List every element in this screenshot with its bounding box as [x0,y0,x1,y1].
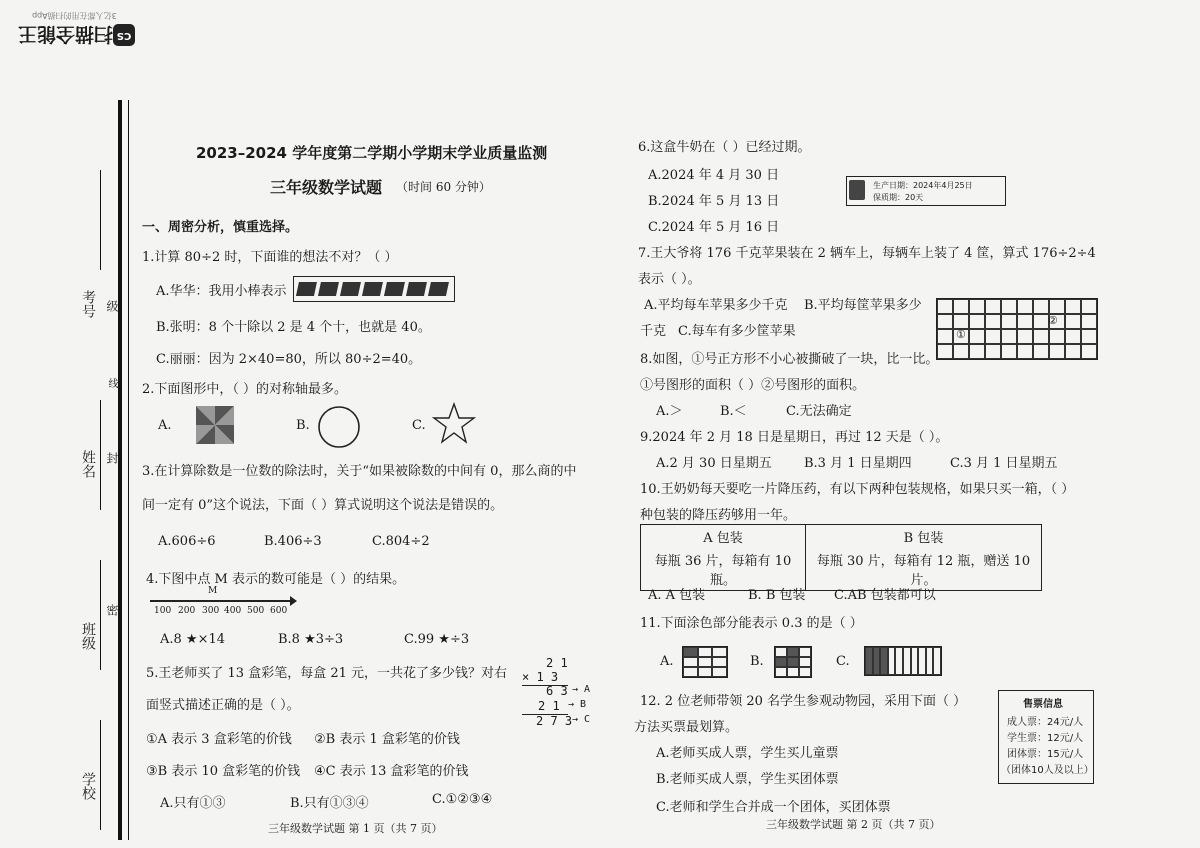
q5-option-c: C.①②③④ [432,792,493,807]
star-figure [432,402,476,446]
q7-line1: 7.王大爷将 176 千克苹果装在 2 辆车上，每辆车上装了 4 筐，算式 176÷2÷4 [638,246,1096,261]
q2-option-c: C. [412,418,426,433]
grid-figure-a [682,646,728,678]
tick-label: 200 [178,606,196,616]
square-1-marker: ① [956,328,966,341]
sticks-figure [293,276,455,302]
student-ticket: 学生票：12元/人 [1007,733,1084,744]
name-underline [100,400,101,510]
class-label: 班级 [80,622,96,650]
q2-text: 2.下面图形中，（ ）的对称轴最多。 [142,382,348,397]
package-a-header: A 包装 [641,525,806,549]
q4-option-a: A.8 ★×14 [160,632,226,647]
q5-option-b: B.只有①③④ [290,796,369,811]
q4-option-b: B.8 ★3÷3 [278,632,344,647]
calc-row: 2 7 3 [536,714,573,728]
grid-figure-c [864,646,942,676]
tick-label: 500 [247,606,265,616]
tick-label: 600 [270,606,288,616]
class-underline [100,560,101,670]
calc-row: × 1 3 [522,670,559,684]
adult-ticket: 成人票：24元/人 [1007,717,1084,728]
q5-statement-2: ②B 表示 1 盒彩笔的价钱 [314,732,460,747]
q11-text: 11.下面涂色部分能表示 0.3 的是（ ） [640,616,863,631]
binding-line-thin [128,100,129,840]
q11-option-a: A. [660,654,674,669]
q10-option-a: A. A 包装 [648,588,706,603]
q1-text: 1.计算 80÷2 时，下面谁的想法不对？（ ） [142,250,398,265]
q5-line2: 面竖式描述正确的是（ ）。 [146,698,300,713]
seal-char-3: 线 [106,378,117,388]
group-rule: （团体10人及以上） [1001,765,1094,776]
q1-option-b: B.张明：8 个十除以 2 是 4 个十，也就是 40。 [156,320,431,335]
number-line [150,588,298,620]
production-date: 生产日期：2024年4月25日 [873,181,973,190]
q6-option-a: A.2024 年 4 月 30 日 [648,168,780,183]
exam-no-label: 考号 [80,290,96,318]
q6-option-c: C.2024 年 5 月 16 日 [648,220,780,235]
q12-option-a: A.老师买成人票，学生买儿童票 [656,746,839,761]
q11-option-c: C. [836,654,850,669]
calc-row: 2 1 [538,699,560,713]
pinwheel-figure [192,402,238,448]
q7-option-a: A.平均每车苹果多少千克 [644,298,788,313]
ticket-info-box [998,690,1094,784]
page-footer-left: 三年级数学试题 第 1 页（共 7 页） [268,822,443,835]
q5-option-a: A.只有①③ [160,796,226,811]
q12-option-c: C.老师和学生合并成一个团体，买团体票 [656,800,891,815]
scanner-logo [18,11,132,49]
package-b-header: B 包装 [806,525,1042,549]
q1-option-a: A.华华：我用小棒表示 [156,284,287,299]
q8-option-b: B.＜ [720,404,747,419]
calc-row: 6 3 [546,684,568,698]
package-b-detail: 每瓶 30 片，每箱有 12 瓶，赠送 10 片。 [806,548,1042,591]
package-a-detail: 每瓶 36 片，每箱有 10 瓶。 [641,548,806,591]
q7-line2: 表示（ ）。 [638,272,701,287]
point-m-label: M [208,586,218,596]
q5-statement-1: ①A 表示 3 盒彩笔的价钱 [146,732,292,747]
square-2-marker: ② [1048,314,1058,327]
q8-option-c: C.无法确定 [786,404,852,419]
seal-char-4: 密 [105,604,119,616]
logo-brand: 扫描全能王 [18,23,114,45]
q9-option-a: A.2 月 30 日星期五 [656,456,772,471]
milk-box-icon [849,180,865,200]
name-label: 姓名 [80,450,96,478]
q10-line2: 种包装的降压药够用一年。 [640,508,797,523]
ticket-info-title: 售票信息 [1023,699,1063,710]
page-footer-right: 三年级数学试题 第 2 页（共 7 页） [766,818,941,831]
q10-line1: 10.王奶奶每天要吃一片降压药，有以下两种包装规格，如果只买一箱，（ ） [640,482,1075,497]
exam-title: 2023–2024 学年度第二学期小学期末学业质量监测 [196,144,548,162]
logo-mark-icon: CS [113,24,135,46]
q3-option-a: A.606÷6 [158,534,216,549]
calc-label-c: → C [572,714,591,725]
q5-statement-3: ③B 表示 10 盒彩笔的价钱 [146,764,301,779]
calc-row: 2 1 [546,656,568,670]
seal-char-2: 封 [105,452,119,464]
q8-line1: 8.如图，①号正方形不小心被撕破了一块，比一比。 [640,352,939,367]
group-ticket: 团体票：15元/人 [1007,749,1084,760]
grid-figure-b [774,646,812,678]
q4-option-c: C.99 ★÷3 [404,632,470,647]
shelf-life: 保质期：20天 [873,193,924,202]
q3-option-c: C.804÷2 [372,534,430,549]
q6-text: 6.这盒牛奶在（ ）已经过期。 [638,140,811,155]
q9-text: 9.2024 年 2 月 18 日是星期日，再过 12 天是（ ）。 [640,430,949,445]
q7-option-c: C.每车有多少筐苹果 [678,324,796,339]
q4-text: 4.下图中点 M 表示的数可能是（ ）的结果。 [146,572,406,587]
q9-option-c: C.3 月 1 日星期五 [950,456,1058,471]
circle-figure [316,404,362,450]
q5-line1: 5.王老师买了 13 盒彩笔，每盒 21 元，一共花了多少钱？对右 [146,666,508,681]
q3-line2: 间一定有 0”这个说法，下面（ ）算式说明这个说法是错误的。 [142,498,504,513]
school-underline [100,720,101,830]
seal-char-1: 级 [105,300,119,312]
calc-label-a: → A [572,684,591,695]
logo-tagline: 3亿人都在用的扫描App [32,11,117,20]
q8-line2: ①号图形的面积（ ）②号图形的面积。 [640,378,866,393]
binding-line [118,100,122,840]
q5-statement-4: ④C 表示 13 盒彩笔的价钱 [314,764,469,779]
q6-option-b: B.2024 年 5 月 13 日 [648,194,780,209]
q2-option-b: B. [296,418,310,433]
exam-subtitle: 三年级数学试题 [270,178,383,197]
tick-label: 300 [202,606,220,616]
exam-time: （时间 60 分钟） [396,180,491,194]
q1-option-c: C.丽丽：因为 2×40=80，所以 80÷2=40。 [156,352,422,367]
package-table [640,524,1042,591]
q2-option-a: A. [158,418,172,433]
q3-option-b: B.406÷3 [264,534,322,549]
tick-label: 400 [224,606,242,616]
calc-label-b: → B [568,699,587,710]
tick-label: 100 [154,606,172,616]
q8-option-a: A.＞ [656,404,683,419]
milk-label [846,176,1006,206]
q7-option-b-unit: 千克 [640,324,667,339]
q10-option-b: B. B 包装 [748,588,806,603]
q11-option-b: B. [750,654,764,669]
school-label: 学校 [80,772,96,800]
q12-line2: 方法买票最划算。 [634,720,739,735]
q7-option-b: B.平均每筐苹果多少 [804,298,922,313]
exam-no-underline [100,170,101,270]
q10-option-c: C.AB 包装都可以 [834,588,936,603]
q12-option-b: B.老师买成人票，学生买团体票 [656,772,839,787]
section-heading: 一、周密分析，慎重选择。 [142,220,299,235]
q3-line1: 3.在计算除数是一位数的除法时，关于“如果被除数的中间有 0，那么商的中 [142,464,577,479]
q12-line1: 12. 2 位老师带领 20 名学生参观动物园，采用下面（ ） [640,694,967,709]
vertical-calc [516,656,600,732]
q9-option-b: B.3 月 1 日星期四 [804,456,912,471]
